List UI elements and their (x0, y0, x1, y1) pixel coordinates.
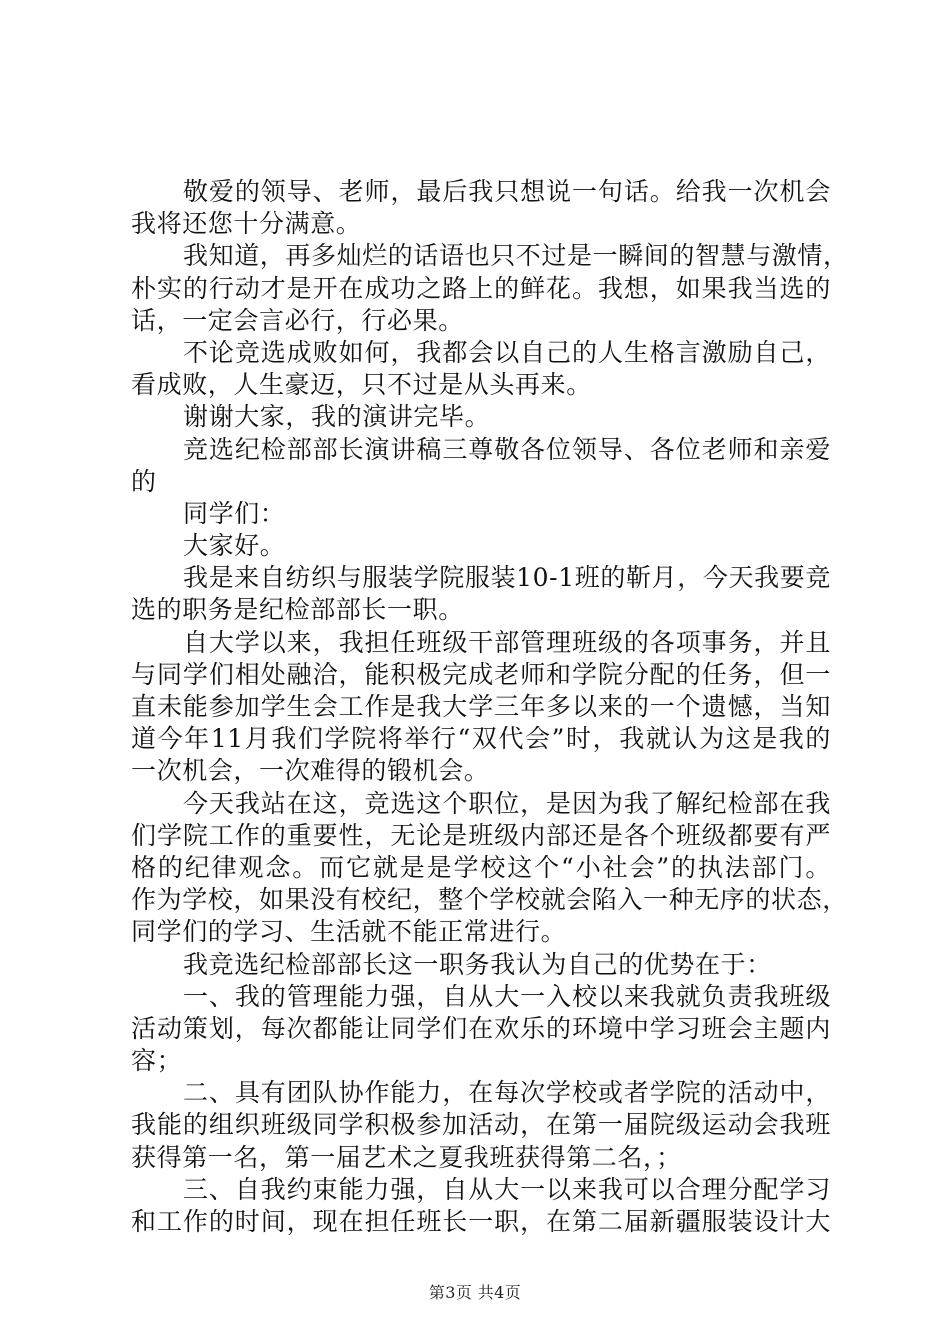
text-line: 格的纪律观念。而它就是是学校这个“小社会”的执法部门。 (131, 852, 831, 882)
text-line: 竞选纪检部部长演讲稿三尊敬各位领导、各位老师和亲爱 (183, 434, 831, 464)
text-line: 和工作的时间，现在担任班长一职，在第二届新疆服装设计大 (131, 1207, 831, 1236)
text-line: 获得第一名，第一届艺术之夏我班获得第二名，； (131, 1142, 682, 1172)
text-line: 我能的组织班级同学积极参加活动，在第一届院级运动会我班 (131, 1110, 831, 1140)
text-line: 我将还您十分满意。 (131, 209, 362, 239)
text-line: 二、具有团队协作能力，在每次学校或者学院的活动中， (183, 1078, 831, 1108)
text-line: 今天我站在这，竞选这个职位，是因为我了解纪检部在我 (183, 788, 831, 818)
text-line: 一次机会，一次难得的锻机会。 (131, 756, 490, 786)
text-line: 的 (131, 466, 157, 496)
text-line: 选的职务是纪检部部长一职。 (131, 595, 464, 625)
text-line: 我知道，再多灿烂的话语也只不过是一瞬间的智慧与激情， (183, 241, 849, 271)
text-line: 看成败，人生豪迈，只不过是从头再来。 (131, 370, 592, 400)
text-line: 们学院工作的重要性，无论是班级内部还是各个班级都要有严 (131, 820, 831, 850)
text-line: 直未能参加学生会工作是我大学三年多以来的一个遗憾，当知 (131, 692, 831, 721)
text-line: 敬爱的领导、老师，最后我只想说一句话。给我一次机会 (183, 177, 831, 206)
text-line: 同学们的学习、生活就不能正常进行。 (131, 917, 567, 947)
text-line: 大家好。 (183, 531, 286, 561)
text-line: 我竞选纪检部部长这一职务我认为自己的优势在于： (183, 949, 772, 979)
text-line: 话，一定会言必行，行必果。 (131, 305, 464, 335)
text-line: 一、我的管理能力强，自从大一入校以来我就负责我班级 (183, 981, 831, 1011)
text-line: 谢谢大家，我的演讲完毕。 (183, 402, 491, 432)
text-line: 容； (131, 1046, 183, 1076)
text-line: 自大学以来，我担任班级干部管理班级的各项事务，并且 (183, 627, 831, 657)
text-line: 三、自我约束能力强，自从大一以来我可以合理分配学习 (183, 1174, 831, 1204)
page-number: 第3页 共4页 (428, 1283, 522, 1302)
text-line: 朴实的行动才是开在成功之路上的鲜花。我想，如果我当选的 (131, 273, 831, 303)
text-line: 不论竞选成败如何，我都会以自己的人生格言激励自己， (183, 337, 831, 367)
text-line: 同学们： (183, 498, 286, 528)
text-line: 我是来自纺织与服装学院服装10-1班的靳月，今天我要竞 (183, 563, 831, 593)
text-line: 与同学们相处融洽，能积极完成老师和学院分配的任务，但一 (131, 659, 831, 689)
document-body (131, 176, 849, 1238)
text-line: 活动策划，每次都能让同学们在欢乐的环境中学习班会主题内 (131, 1013, 831, 1043)
text-line: 作为学校，如果没有校纪，整个学校就会陷入一种无序的状态， (131, 885, 848, 915)
text-line: 道今年11月我们学院将举行“双代会”时，我就认为这是我的 (131, 724, 831, 754)
